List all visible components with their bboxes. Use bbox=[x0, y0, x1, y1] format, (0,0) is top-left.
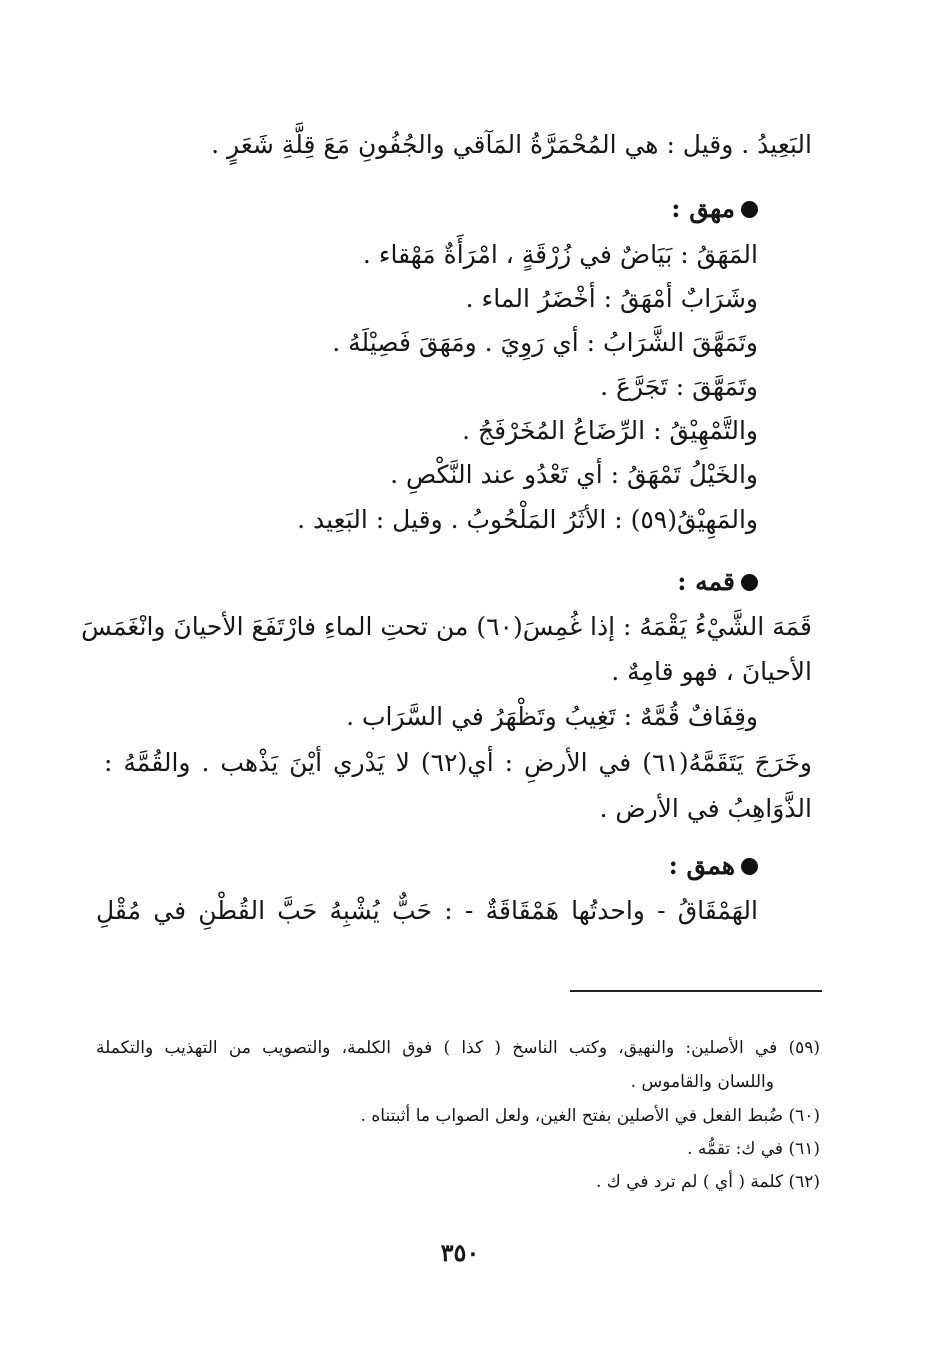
footnote-59: (٥٩) في الأصلين: والنهيق، وكتب الناسخ ( كذا ) فوق الكلمة، والتصويب من التهذيب والتكملة bbox=[96, 1038, 820, 1058]
footnote-separator bbox=[570, 990, 822, 992]
entry-heading-mahq-text: مهق : bbox=[671, 194, 735, 223]
footnote-61: (٦١) في ك: تقمُّه . bbox=[687, 1139, 820, 1159]
bullet-icon bbox=[741, 858, 758, 875]
footnote-60: (٦٠) ضُبط الفعل في الأصلين بفتح الغين، ولعل الصواب ما أثبتناه . bbox=[360, 1106, 820, 1126]
entry-line: وشَرَابٌ أمْهَقُ : أخْضَرُ الماء . bbox=[465, 284, 758, 313]
entry-heading-mahq bbox=[671, 192, 758, 226]
entry-heading-hamq bbox=[669, 849, 758, 883]
entry-line: الهَمْقَاقُ - واحدتُها هَمْقَاقَةٌ - : حَبٌّ يُشْبِهُ حَبَّ القُطْنِ في مُقْلِ bbox=[96, 896, 758, 925]
entry-line: المَهَقُ : بَيَاضٌ في زُرْقَةٍ ، امْرَأَةٌ مَهْقاء . bbox=[362, 240, 758, 269]
entry-heading-hamq-text: همق : bbox=[668, 851, 735, 880]
footnote-62: (٦٢) كلمة ( أي ) لم ترد في ك . bbox=[595, 1172, 820, 1192]
entry-line: وتَمَهَّقَ الشَّرَابُ : أي رَوِيَ . ومَهَقَ فَصِيْلَهُ . bbox=[332, 328, 758, 357]
entry-heading-qamh-text: قمه : bbox=[677, 567, 735, 596]
entry-line: والتَّمْهِيْقُ : الرِّضَاعُ المُخَرْفَجُ . bbox=[462, 416, 758, 445]
footnote-59-continuation: واللسان والقاموس . bbox=[630, 1072, 774, 1092]
entry-line: وخَرَجَ يَتَقَمَّهُ(٦١) في الأرضِ : أي(٦٢) لا يَدْري أيْنَ يَذْهب . والقُمَّهُ : bbox=[104, 748, 812, 777]
entry-line: والخَيْلُ تَمْهَقُ : أي تَعْدُو عند النَّكْصِ . bbox=[390, 460, 758, 489]
bullet-icon bbox=[741, 201, 758, 218]
entry-line: وتَمَهَّقَ : تَجَرَّعَ . bbox=[600, 372, 758, 401]
bullet-icon bbox=[741, 574, 758, 591]
entry-line: والمَهِيْقُ(٥٩) : الأثَرُ المَلْحُوبُ . وقيل : البَعِيد . bbox=[297, 505, 758, 534]
entry-line: قَمَهَ الشَّيْءُ يَقْمَهُ : إذا غُمِسَ(٦٠) من تحتِ الماءِ فارْتَفَعَ الأحيانَ وانْغَمَسَ bbox=[81, 612, 812, 641]
entry-line: الأحيانَ ، فهو قامِهٌ . bbox=[611, 657, 812, 686]
page-number: ٣٥٠ bbox=[440, 1238, 480, 1267]
entry-line: الذَّوَاهِبُ في الأرض . bbox=[599, 794, 812, 823]
entry-heading-qamh bbox=[677, 565, 758, 599]
entry-line: وقِفَافٌ قُمَّهٌ : تَغِيبُ وتَظْهَرُ في السَّرَاب . bbox=[346, 702, 758, 731]
intro-line: البَعِيدُ . وقيل : هي المُحْمَرَّةُ المَآقي والجُفُونِ مَعَ قِلَّةِ شَعَرٍ . bbox=[211, 130, 812, 159]
